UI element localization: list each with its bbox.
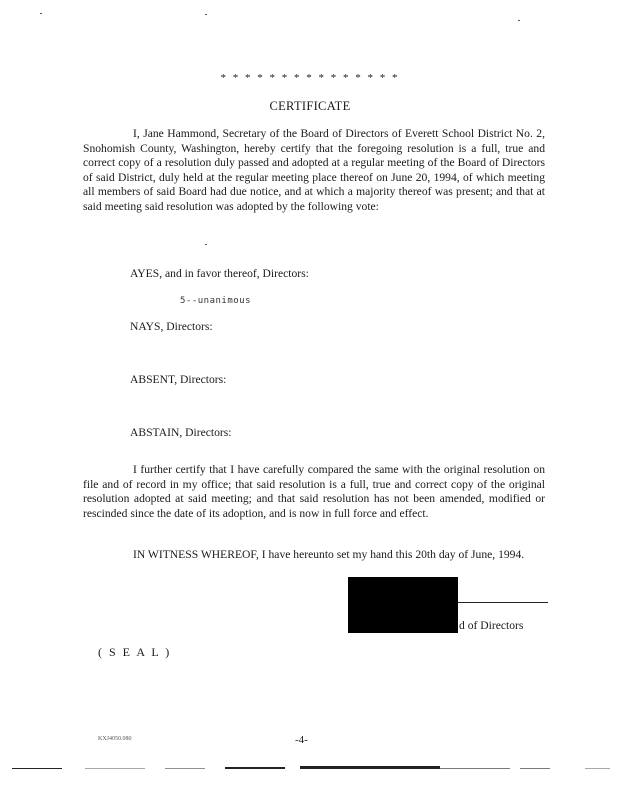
abstain-line: ABSTAIN, Directors: [130,426,232,439]
scan-edge-line [225,767,285,769]
scan-edge-line [12,768,62,769]
seal-label: ( S E A L ) [98,645,172,659]
scan-edge-line [300,766,440,769]
footer-code: KXJ4050.080 [98,736,132,742]
certification-text: I, Jane Hammond, Secretary of the Board of Directors of Everett School District No. 2, Snohomish County, Washington, hereby certify that the foregoing resolution is a full, true and correct copy of a resolution duly passed and adopted at a regular meeting of the Board of Directors of said District, duly held at the regular meeting place thereof on June 20, 1994, of which meeting all members of said Board had due notice, and at which a majority thereof was present; and that at said meeting said resolution was adopted by the following vote: [83,127,545,213]
scan-speck [205,14,207,15]
scan-edge-line [165,768,205,769]
signature-title: d of Directors [459,619,524,632]
scan-speck [40,13,42,14]
scan-speck [518,20,520,21]
further-certify-paragraph [83,463,545,521]
witness-paragraph [83,548,545,563]
ayes-handwritten-note: 5--unanimous [180,296,252,306]
scan-speck [205,244,207,245]
nays-line: NAYS, Directors: [130,320,213,333]
separator-stars: * * * * * * * * * * * * * * * [220,72,400,84]
certification-paragraph [83,127,545,214]
scan-edge-line [585,768,610,769]
page-number: -4- [295,734,308,746]
scan-edge-line [85,768,145,769]
ayes-line: AYES, and in favor thereof, Directors: [130,267,309,280]
certificate-title: CERTIFICATE [269,99,351,113]
scan-edge-line [520,768,550,769]
absent-line: ABSENT, Directors: [130,373,227,386]
further-certify-text: I further certify that I have carefully compared the same with the original resolution on file and of record in my office; that said resolution is a full, true and correct copy of the original resolution adopted at said meeting; and that said resolution has not been amended, modified or rescinded since the date of its adoption, and is now in full force and effect. [83,463,545,520]
witness-text: IN WITNESS WHEREOF, I have hereunto set my hand this 20th day of June, 1994. [133,548,525,561]
scan-edge-line [440,768,510,769]
signature-line [458,602,548,603]
redaction-block [348,577,458,633]
